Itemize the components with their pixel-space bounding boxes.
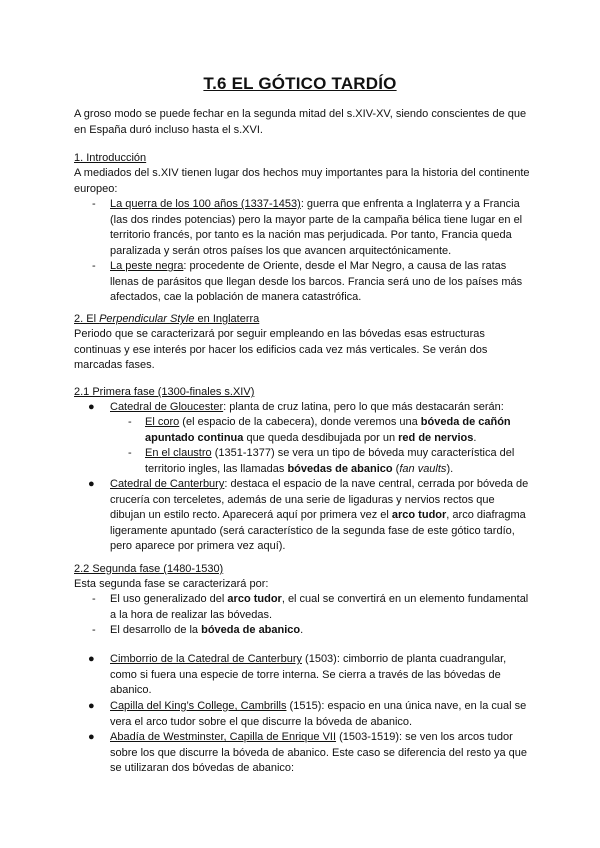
bullet-marker: ●	[88, 731, 95, 743]
dash-marker: -	[128, 416, 132, 428]
coro-text-1: (el espacio de la cabecera), donde veremos una	[179, 416, 421, 428]
section-2-1-heading: 2.1 Primera fase (1300-finales s.XIV)	[74, 386, 255, 398]
bullet-marker: ●	[88, 401, 95, 413]
s2-heading-pre: 2. El	[74, 313, 100, 325]
claustro-italic: fan vaults	[399, 462, 447, 475]
gloucester-label: Catedral de Gloucester	[110, 401, 224, 413]
war-link-text: La querra de los 100 años (1337-1453)	[110, 198, 301, 210]
claustro-text-2: (	[392, 462, 400, 475]
canterbury-text-2: , arco diafragma ligeramente apuntado (será característico de la segunda fase de este gótico tardío, pero aparece por primera vez aquí).	[110, 509, 526, 552]
bullet-marker: ●	[88, 478, 95, 490]
section-1-heading: 1. Introducción	[74, 152, 147, 164]
list-item-kings-college	[110, 699, 532, 730]
list-item-gloucester	[110, 400, 530, 416]
gloucester-text: : planta de cruz latina, pero lo que más destacarán serán:	[223, 401, 504, 413]
canterbury-text-1: : destaca el espacio de la nave central, cerrada por bóveda de crucería con terceletes, además de una serie de ligaduras y nervios rectos que dibujan un estilo recto. Aparecerá aquí por primera vez el	[110, 478, 529, 521]
coro-bold-1: bóveda de cañón apuntado continua	[145, 416, 511, 444]
coro-text-2: que queda desdibujada por un	[243, 431, 399, 444]
cimborrio-text: (1503): cimborrio de planta cuadrangular, como si fuera una especie de torre interna. Se cierra a través de las bóvedas de abanico.	[110, 653, 507, 696]
plague-link-text: La peste negra	[110, 260, 184, 272]
section-2-heading	[74, 312, 534, 328]
intro-paragraph: A groso modo se puede fechar en la segunda mitad del s.XIV-XV, siendo conscientes de que en España duró incluso hasta el s.XVI.	[74, 108, 527, 136]
section-1-text: A mediados del s.XIV tienen lugar dos hechos muy importantes para la historia del continente europeo:	[74, 167, 530, 195]
coro-bold-2: red de nervios	[398, 431, 474, 444]
claustro-bold: bóvedas de abanico	[287, 462, 393, 475]
list-item-canterbury	[110, 477, 532, 555]
westminster-text: (1503-1519): se ven los arcos tudor sobre los que discurre la bóveda de abanico. Este caso se diferencia del resto ya que se utilizaran dos bóvedas de abanico:	[110, 731, 528, 774]
cimborrio-label: Cimborrio de la Catedral de Canterbury	[110, 653, 302, 665]
dash-marker: -	[92, 260, 96, 272]
kings-college-label: Capilla del King’s College, Cambrills	[110, 700, 287, 712]
canterbury-bold: arco tudor	[391, 509, 447, 521]
list-item-cimborrio	[110, 652, 532, 699]
list-item-coro	[145, 415, 535, 446]
dash-marker: -	[92, 624, 96, 636]
claustro-label: En el claustro	[145, 447, 212, 459]
list-item-claustro	[145, 446, 535, 477]
bullet-marker: ●	[88, 653, 95, 665]
claustro-text-1: (1351-1377) se vera un tipo de bóveda muy característica del territorio ingles, las llamadas	[145, 447, 515, 475]
section-2-2-heading: 2.2 Segunda fase (1480-1530)	[74, 563, 224, 575]
coro-label: El coro	[145, 416, 180, 428]
westminster-label: Abadía de Westminster, Capilla de Enrique VII	[110, 731, 337, 743]
kings-college-text: (1515): espacio en una única nave, en la cual se vera el arco tudor sobre el que discurre la bóveda de abanico.	[110, 700, 527, 728]
s2-heading-post: en Inglaterra	[194, 313, 260, 325]
dash-marker: -	[92, 198, 96, 210]
document-title: T.6 EL GÓTICO TARDÍO	[203, 74, 397, 93]
abanico-text-2: .	[300, 624, 304, 636]
abanico-text-1: El desarrollo de la	[110, 624, 202, 636]
list-item-westminster	[110, 730, 532, 777]
tudor-bold: arco tudor	[227, 593, 282, 605]
war-text: : guerra que enfrenta a Inglaterra y a Francia (las dos rindes potencias) pero la mayor parte de la campaña bélica tiene lugar en el territorio francés, por tanto es la nación mas perjudicada. Por tanto, Francia queda paralizada y serán otros países los que avancen arquitectónicamente.	[110, 198, 523, 257]
bullet-marker: ●	[88, 700, 95, 712]
section-2-2-text: Esta segunda fase se caracterizará por:	[74, 578, 269, 590]
canterbury-label: Catedral de Canterbury	[110, 478, 225, 490]
section-2-text: Periodo que se caracterizará por seguir empleando en las bóvedas esas estructuras continuas y ese interés por hacer los edificios cada vez más verticales. Se verán dos marcadas fases.	[74, 328, 488, 371]
dash-marker: -	[128, 447, 132, 459]
list-item-abanico	[110, 623, 532, 639]
tudor-text-2: , el cual se convertirá en un elemento fundamental a la hora de realizar las bóvedas.	[110, 593, 529, 621]
list-item-arco-tudor	[110, 592, 532, 623]
claustro-text-3: ).	[446, 462, 454, 475]
dash-marker: -	[92, 593, 96, 605]
list-item-plague	[110, 259, 530, 306]
coro-text-3: .	[473, 431, 477, 444]
plague-text: : procedente de Oriente, desde el Mar Negro, a causa de las ratas llenas de parásitos que llegan desde los barcos. Francia será uno de los países más afectados, cae la población de manera catastrófica.	[110, 260, 523, 303]
abanico-bold: bóveda de abanico	[201, 624, 301, 636]
tudor-text-1: El uso generalizado del	[110, 593, 228, 605]
s2-heading-italic: Perpendicular Style	[99, 313, 195, 325]
list-item-war	[110, 197, 530, 259]
